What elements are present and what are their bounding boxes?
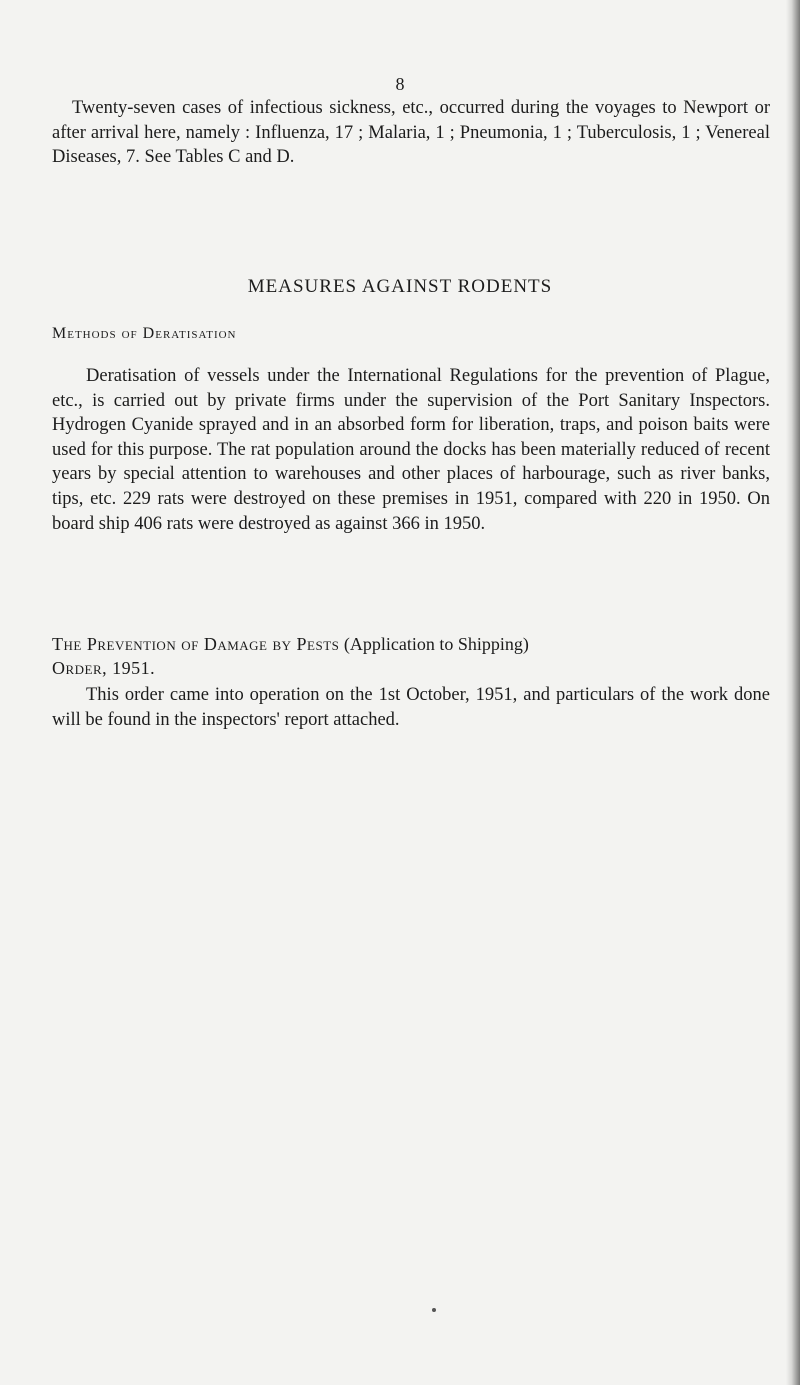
intro-paragraph: Twenty-seven cases of infectious sickness, etc., occurred during the voyages to Newport or after arrival here, namely : Influenza, 17 ; Malaria, 1 ; Pneumonia, 1 ; Tuberculosis, 1 ; Venereal Diseases, 7. See Tables C and D.	[52, 98, 770, 167]
order-title	[52, 632, 770, 680]
order-title-small-caps: The Prevention of Damage by Pests	[52, 634, 340, 654]
page-edge-shadow	[786, 0, 800, 1385]
page-number: 8	[395, 74, 405, 94]
order-title-rest: (Application to Shipping)	[339, 634, 529, 654]
stray-mark	[432, 1308, 436, 1312]
order-paragraph: This order came into operation on the 1st October, 1951, and particulars of the work done will be found in the inspectors' report attached.	[52, 685, 770, 730]
section-heading: MEASURES AGAINST RODENTS	[247, 276, 553, 297]
order-title-line2: Order, 1951.	[52, 658, 156, 678]
deratisation-paragraph: Deratisation of vessels under the International Regulations for the prevention of Plague, etc., is carried out by private firms under the supervision of the Port Sanitary Inspectors. Hydrogen Cyanide sprayed and in an absorbed form for liberation, traps, and poison baits were used for this purpose. The rat population around the docks has been materially reduced of recent years by special attention to warehouses and other places of harbourage, such as river banks, tips, etc. 229 rats were destroyed on these premises in 1951, compared with 220 in 1950. On board ship 406 rats were destroyed as against 366 in 1950.	[52, 366, 770, 534]
subheading: Methods of Deratisation	[52, 325, 237, 342]
